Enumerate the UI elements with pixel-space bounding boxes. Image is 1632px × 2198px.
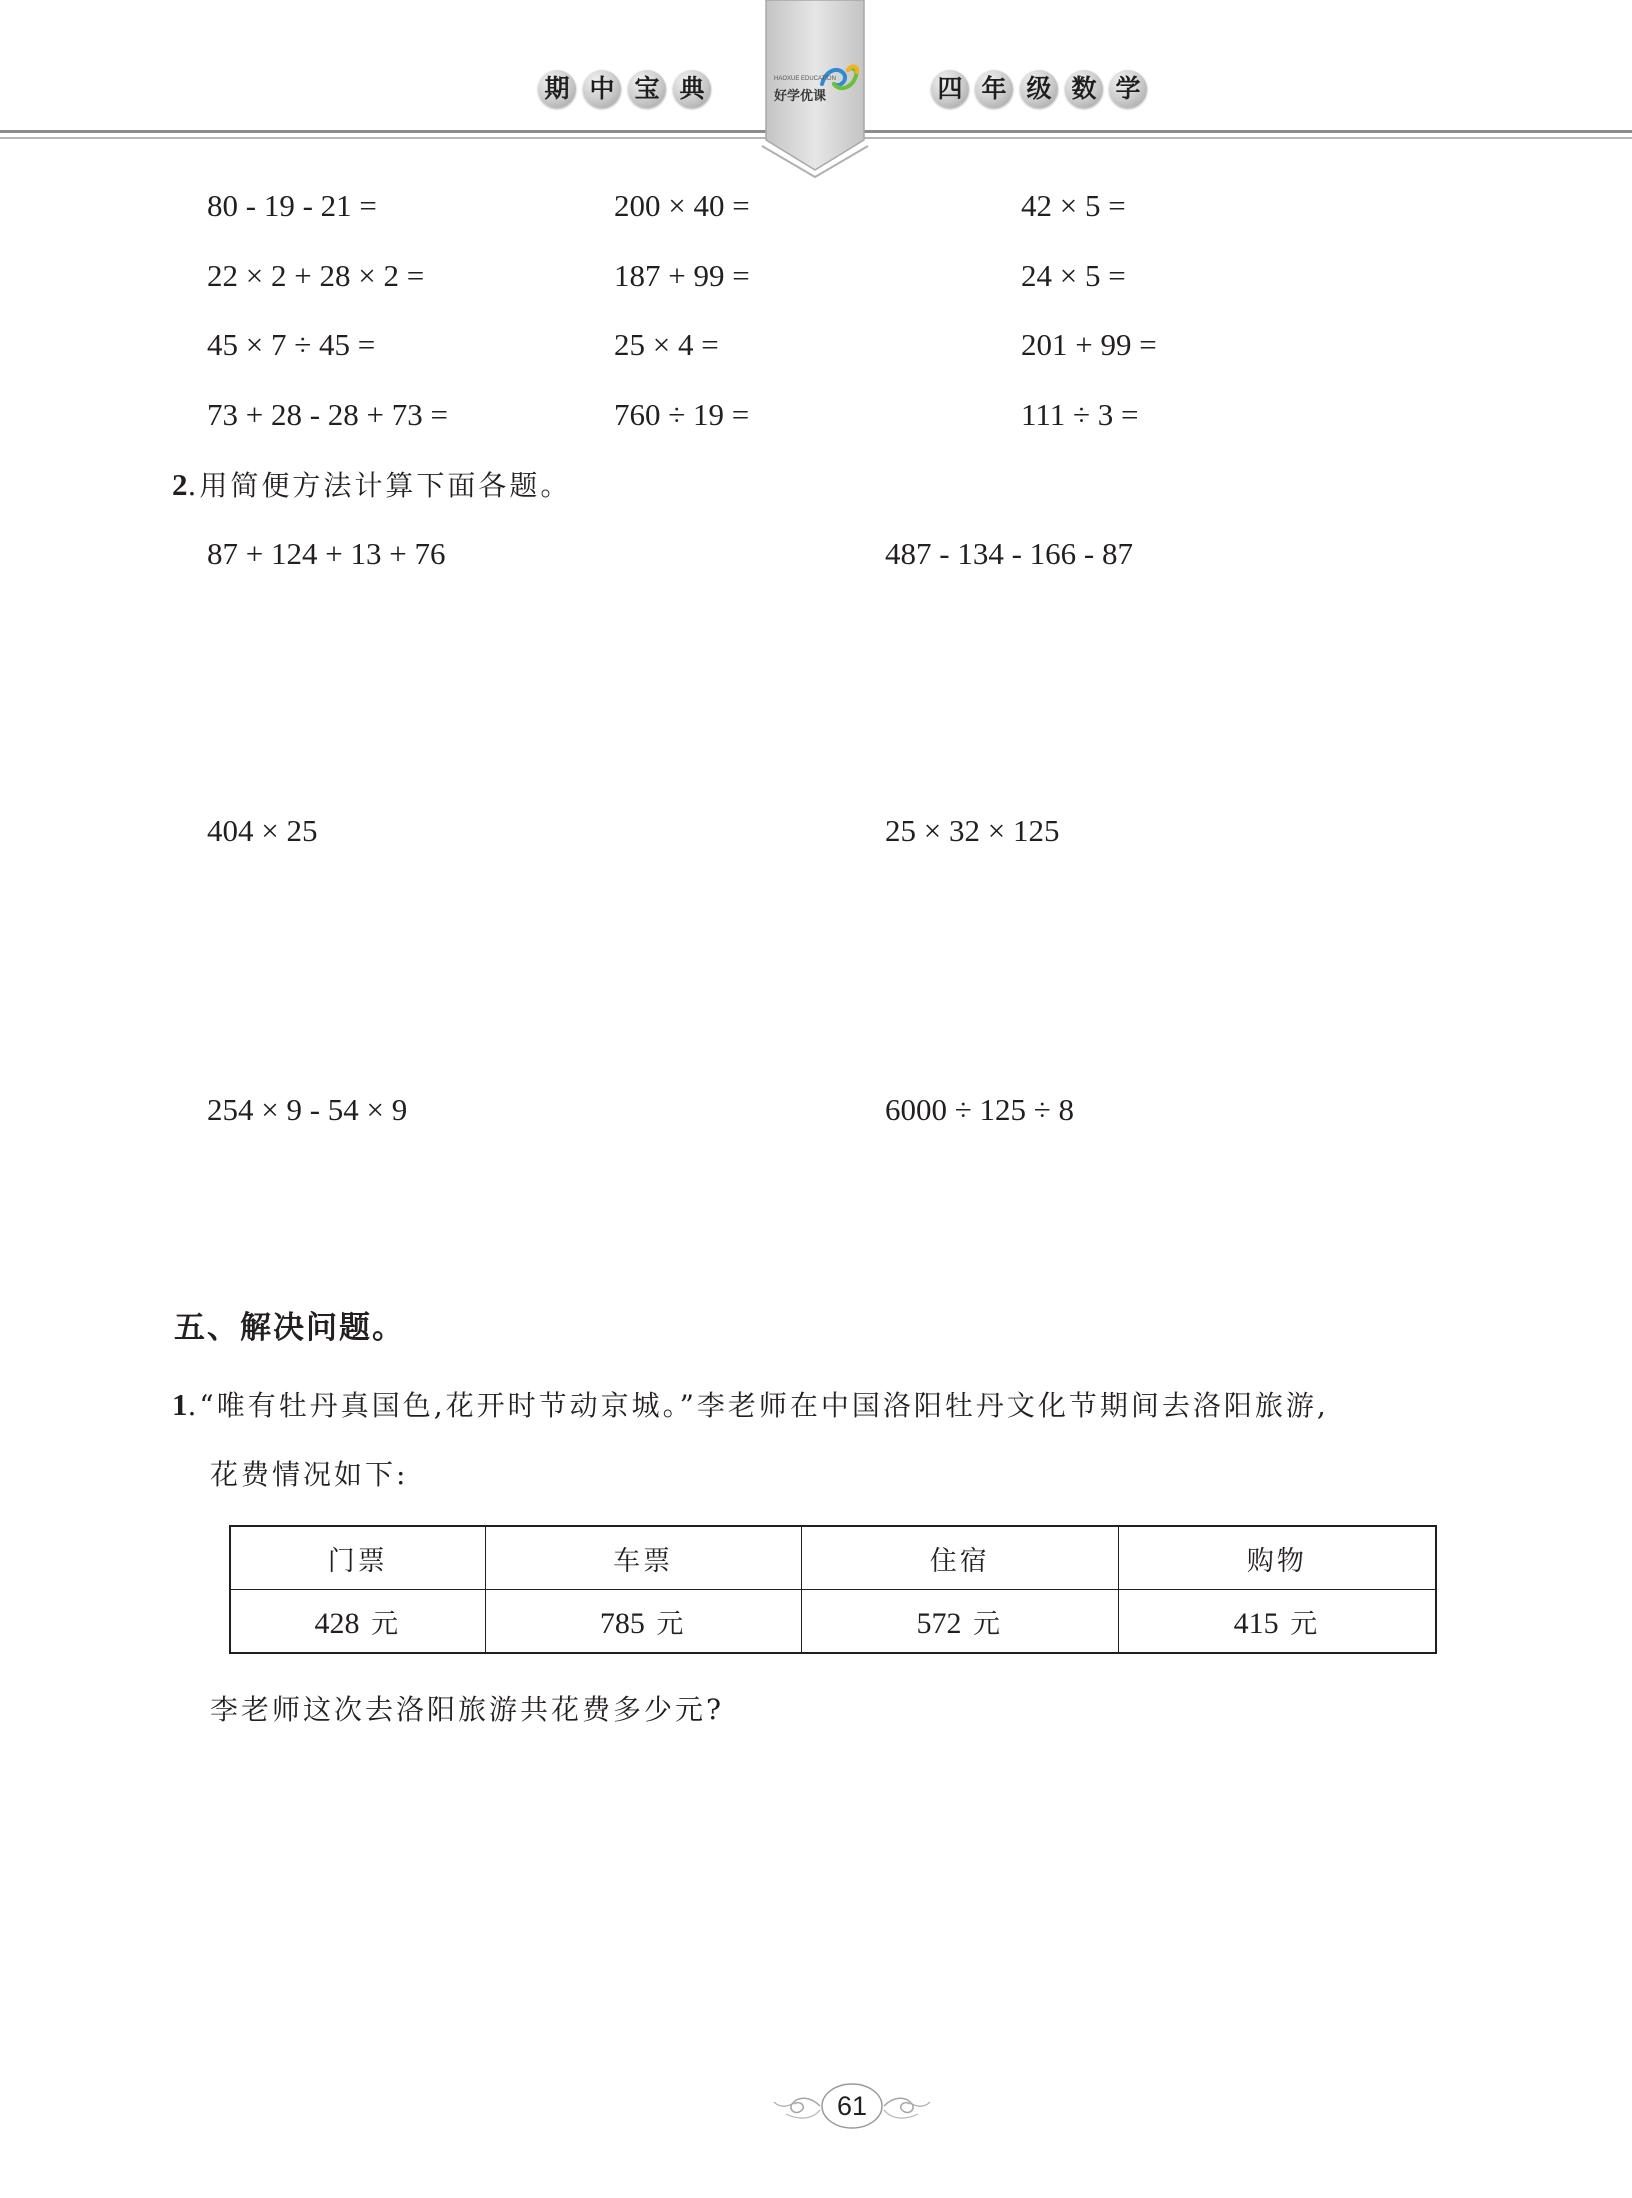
table-header-cell: 购物 (1118, 1526, 1436, 1590)
logo-sub-text: HAOXUE EDUCATION (774, 76, 836, 82)
header-logo-tab (760, 0, 870, 178)
simplify-problem: 6000 ÷ 125 ÷ 8 (885, 1092, 1075, 1127)
table-row (230, 1526, 1436, 1590)
cost-table (229, 1525, 1437, 1654)
header-badge-char: 学 (1109, 70, 1147, 108)
simplify-problem: 87 + 124 + 13 + 76 (207, 536, 446, 571)
problem1-line1 (172, 1385, 1329, 1426)
calc-item: 200 × 40 = (614, 188, 750, 223)
calc-item: 111 ÷ 3 = (1021, 397, 1139, 432)
calc-item: 760 ÷ 19 = (614, 397, 750, 432)
header-badge-char: 中 (583, 70, 621, 108)
calc-item: 187 + 99 = (614, 258, 750, 293)
problem1-question: 李老师这次去洛阳旅游共花费多少元? (210, 1693, 725, 1726)
table-row (230, 1590, 1436, 1654)
table-header-cell: 住宿 (801, 1526, 1118, 1590)
calc-item: 45 × 7 ÷ 45 = (207, 327, 376, 362)
simplify-problem: 254 × 9 - 54 × 9 (207, 1092, 408, 1127)
section5-heading: 五、解决问题。 (174, 1310, 405, 1346)
table-header-cell: 门票 (230, 1526, 485, 1590)
problem1-line2: 花费情况如下: (210, 1458, 409, 1491)
calc-item: 22 × 2 + 28 × 2 = (207, 258, 425, 293)
page-number: 61 (836, 2091, 868, 2121)
table-value-cell: 428 元 (230, 1590, 485, 1654)
calc-item: 25 × 4 = (614, 327, 719, 362)
simplify-title-text: .用简便方法计算下面各题。 (187, 469, 572, 502)
header-badge-char: 期 (538, 70, 576, 108)
simplify-problem: 487 - 134 - 166 - 87 (885, 536, 1133, 571)
header-badge-char: 数 (1065, 70, 1103, 108)
header-badge-char: 四 (931, 70, 969, 108)
calc-item: 201 + 99 = (1021, 327, 1157, 362)
calc-item: 73 + 28 - 28 + 73 = (207, 397, 449, 432)
table-value-cell: 572 元 (801, 1590, 1118, 1654)
table-header-cell: 车票 (485, 1526, 801, 1590)
calc-item: 24 × 5 = (1021, 258, 1126, 293)
header-badge-char: 宝 (628, 70, 666, 108)
header-badge-char: 典 (673, 70, 711, 108)
simplify-problem: 25 × 32 × 125 (885, 813, 1060, 848)
header-badge-char: 级 (1020, 70, 1058, 108)
calc-item: 80 - 19 - 21 = (207, 188, 377, 223)
simplify-number: 2 (172, 467, 188, 502)
problem1-number: 1 (172, 1387, 188, 1422)
header-badge-char: 年 (975, 70, 1013, 108)
simplify-problem: 404 × 25 (207, 813, 318, 848)
logo-text: 好学优课 (774, 89, 827, 104)
calc-item: 42 × 5 = (1021, 188, 1126, 223)
problem1-text: .“唯有牡丹真国色,花开时节动京城。”李老师在中国洛阳牡丹文化节期间去洛阳旅游, (187, 1389, 1329, 1422)
simplify-title (172, 465, 571, 506)
table-value-cell: 415 元 (1118, 1590, 1436, 1654)
table-value-cell: 785 元 (485, 1590, 801, 1654)
